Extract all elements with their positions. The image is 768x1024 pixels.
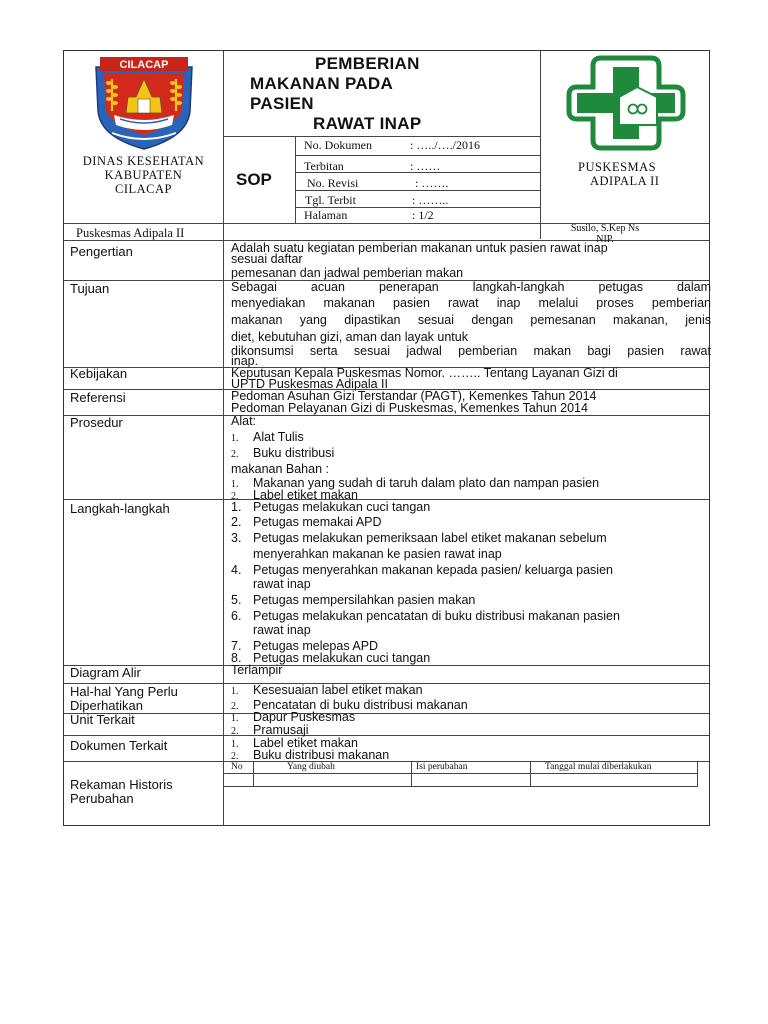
label-pengertian: Pengertian [70,244,133,259]
sop-document [63,50,710,826]
label-dokumen: Dokumen Terkait [70,738,168,753]
revision-header-tanggal: Tanggal mulai diberlakukan [545,762,652,772]
step-number: 6. [231,609,242,623]
step-text: Petugas memakai APD [253,515,382,529]
document-title [250,54,540,134]
step-text: Petugas melakukan cuci tangan [253,500,431,514]
doc-info-row [304,208,434,223]
diagram-value: Terlampir [231,663,283,677]
pengertian-line: sesuai daftar [231,252,303,266]
grid-line [530,761,531,786]
label-referensi: Referensi [70,390,126,405]
grid-line [223,51,224,826]
item-number: 2. [231,449,239,460]
item-text: Buku distribusi [253,446,335,460]
item-number: 2. [231,701,239,712]
tujuan-line: diet, kebutuhan gizi, aman dan layak untuk [231,330,468,344]
unit-name: Puskesmas Adipala II [76,226,185,240]
item-number: 2. [231,726,239,737]
grid-line [295,136,296,223]
doc-info-value: : 1/2 [412,208,434,222]
kebijakan-line: UPTD Puskesmas Adipala II [231,377,389,391]
revision-table [223,761,698,788]
label-hal [70,685,178,713]
revision-header-no: No [231,762,243,772]
grid-line [64,665,709,666]
step-text: Petugas melepas APD [253,639,379,653]
pengertian-line: Adalah suatu kegiatan pemberian makanan untuk pasien rawat inap [231,241,608,255]
step-number: 2. [231,515,242,529]
label-tujuan: Tujuan [70,281,110,296]
item-text: Label etiket makan [253,488,358,502]
doc-info-value: : …… [410,159,441,173]
label-prosedur: Prosedur [70,415,123,430]
item-text: Buku distribusi makanan [253,748,390,762]
left-org-line: CILACAP [115,182,172,196]
item-text: Kesesuaian label etiket makan [253,683,423,697]
label-hal-line: Diperhatikan [70,698,143,713]
label-hal-line: Hal-hal Yang Perlu [70,684,178,699]
doc-info-label: No. Dokumen [304,138,372,152]
kebijakan-line: Keputusan Kepala Puskesmas Nomor. …….. Tentang Layanan Gizi di [231,366,618,380]
label-rekaman [70,778,173,806]
left-org-line: DINAS KESEHATAN [82,154,205,168]
label-unit: Unit Terkait [70,712,135,727]
prosedur-alat-item [231,447,334,461]
grid-line [223,136,540,137]
title-line: RAWAT INAP [313,114,422,133]
doc-info-row [305,193,448,208]
item-number: 1. [231,686,239,697]
tujuan-line: makanan yang dipastikan sesuai dengan pemesanan makanan, jenis [231,313,711,327]
left-org-name [64,154,223,196]
step-text: Petugas melakukan pemeriksaan label etiket makanan sebelum [253,531,607,545]
step-item [231,516,382,529]
right-org-line: ADIPALA II [590,174,660,188]
item-text: Pramusaji [253,723,309,737]
title-line: PASIEN [250,94,314,113]
item-text: Pencatatan di buku distribusi makanan [253,698,468,712]
right-org-line: PUSKESMAS [578,160,657,174]
referensi-line: Pedoman Asuhan Gizi Terstandar (PAGT), Kemenkes Tahun 2014 [231,389,597,403]
item-text: Makanan yang sudah di taruh dalam plato dan nampan pasien [253,476,600,490]
doc-info-value: : ……. [415,176,449,190]
item-number: 1. [231,713,239,724]
prosedur-bahan-label: makanan Bahan : [231,462,329,476]
step-text: Petugas menyerahkan makanan kepada pasien/ keluarga pasien [253,563,613,577]
referensi-line: Pedoman Pelayanan Gizi di Puskesmas, Kemenkes Tahun 2014 [231,401,588,415]
step-number: 5. [231,593,242,607]
step-text: Petugas melakukan cuci tangan [253,651,431,665]
step-item [231,501,430,514]
item-number: 2. [231,491,239,502]
grid-line [64,415,709,416]
grid-line [223,773,698,774]
right-org-name [540,160,680,188]
item-text: Alat Tulis [253,430,304,444]
item-number: 2. [231,751,239,762]
step-number: 8. [231,651,242,665]
left-org-line: KABUPATEN [104,168,183,182]
doc-info-value: : …….. [412,193,449,207]
grid-line [64,713,709,714]
tujuan-line: dikonsumsi serta sesuai jadwal pemberian makan bagi pasien rawat [231,344,711,358]
tujuan-line: inap. [231,354,259,368]
doc-info-label: No. Revisi [307,176,359,190]
signer-nip: NIP. [596,234,614,245]
item-text: Label etiket makan [253,736,358,750]
signer-name: Susilo, S.Kep Ns [570,223,640,234]
step-number: 4. [231,563,242,577]
tujuan-line: menyediakan makanan pasien rawat inap melalui proses pemberian [231,296,711,310]
grid-line [540,51,541,239]
step-item [231,564,613,577]
hal-item [231,684,423,698]
doc-info-value: : …../…./2016 [410,138,481,152]
grid-line [295,155,540,156]
step-item [231,532,607,545]
grid-line [411,761,412,786]
label-langkah: Langkah-langkah [70,501,170,516]
item-number: 1. [231,739,239,750]
label-rekaman-line: Perubahan [70,791,134,806]
prosedur-alat-item [231,431,304,445]
cilacap-logo [90,53,198,151]
doc-info-label: Terbitan [304,159,344,173]
doc-info-row [304,159,440,174]
tujuan-line: Sebagai acuan penerapan langkah-langkah petugas dalam [231,280,711,294]
grid-line [697,761,698,786]
puskesmas-logo [563,53,689,153]
step-number: 7. [231,639,242,653]
grid-line [64,735,709,736]
step-item-cont: rawat inap [253,623,311,637]
doc-info-label: Halaman [304,208,348,222]
step-item [231,594,475,607]
pengertian-line: pemesanan dan jadwal pemberian makan [231,266,464,280]
revision-header-diubah: Yang diubah [287,762,335,772]
cilacap-logo-text: CILACAP [119,59,169,71]
prosedur-alat-label: Alat: [231,414,257,428]
item-number: 1. [231,479,239,490]
step-number: 3. [231,531,242,545]
step-text: Petugas melakukan pencatatan di buku distribusi makanan pasien [253,609,620,623]
grid-line [253,761,254,786]
step-item-cont: rawat inap [253,577,311,591]
doc-info-label: Tgl. Terbit [305,193,356,207]
label-rekaman-line: Rekaman Historis [70,777,173,792]
step-text: Petugas mempersilahkan pasien makan [253,593,476,607]
title-line: PEMBERIAN [315,54,420,73]
title-line: MAKANAN PADA [250,74,394,93]
doc-info-row [304,138,480,153]
doc-info-row [307,176,448,191]
item-number: 1. [231,433,239,444]
label-kebijakan: Kebijakan [70,366,128,381]
label-diagram: Diagram Alir [70,665,141,680]
sop-label: SOP [236,170,272,189]
step-number: 1. [231,500,242,514]
grid-line [223,786,698,787]
step-item-cont: menyerahkan makanan ke pasien rawat inap [253,547,502,561]
step-item [231,610,620,623]
item-text: Dapur Puskesmas [253,710,356,724]
revision-header-isi: Isi perubahan [416,762,468,772]
